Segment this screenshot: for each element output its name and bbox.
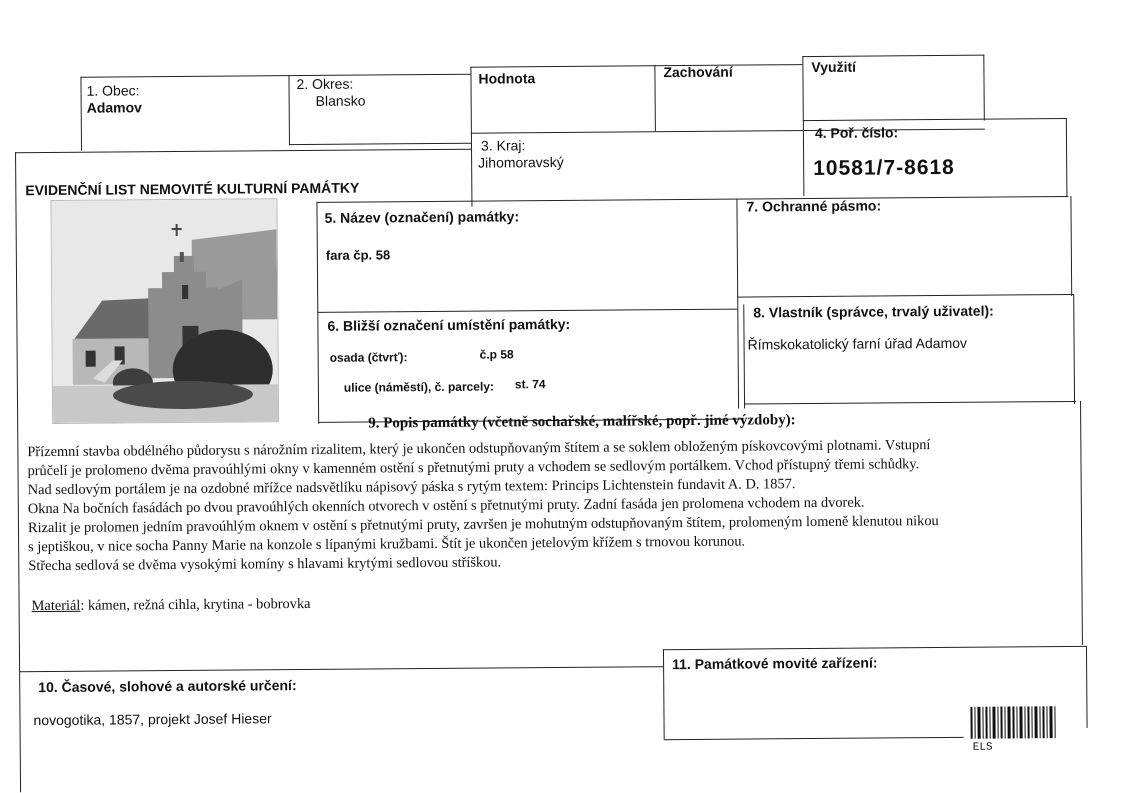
okres-value: Blansko — [315, 92, 366, 109]
material-value: : kámen, režná cihla, krytina - bobrovka — [80, 595, 311, 614]
popis-line: Střecha sedlová se dvěma vysokými komíny s hlavami krytými sedlovou stříškou. — [28, 554, 502, 575]
vyuziti-label: Využití — [811, 58, 857, 76]
vlastnik-label: 8. Vlastník (správce, trvalý uživatel): — [753, 302, 994, 321]
zachovani-label: Zachování — [663, 63, 733, 81]
material-label: Materiál — [31, 597, 81, 615]
ulice-value: st. 74 — [514, 377, 546, 392]
popis-line: Okna Na bočních fasádách po dvou pravoúhlých okenních otvorech v ostění s přetnutými pruty. Zadní fasáda jen prolomena vchodem na dvorek. — [27, 494, 865, 518]
osada-value: č.p 58 — [479, 347, 514, 362]
barcode — [968, 706, 1058, 743]
por-cislo-label: 4. Poř. číslo: — [814, 124, 899, 141]
popis-line: Nad sedlovým portálem je na ozdobné mřížce nadsvětlíku nápisový páska s rytým textem: Princips Lichtenstein fundavit A. D. 1857. — [27, 476, 796, 499]
obec-value: Adamov — [86, 99, 142, 116]
nazev-value: fara čp. 58 — [325, 247, 391, 263]
ochranne-pasmo-label: 7. Ochranné pásmo: — [746, 197, 882, 215]
ulice-label: ulice (náměstí), č. parcely: — [343, 379, 495, 395]
por-cislo-value: 10581/7-8618 — [813, 155, 955, 181]
zarizeni-label: 11. Památkové movité zařízení: — [672, 654, 878, 673]
umisteni-label: 6. Bližší označení umístění památky: — [327, 315, 571, 334]
popis-line: Přízemní stavba obdélného půdorysu s nárožním rizalitem, který je ukončen odstupňovaným štítem a se soklem obloženým pískovcovými plotnami. Vstupní — [27, 437, 931, 461]
casove-value: novogotika, 1857, projekt Josef Hieser — [33, 710, 272, 729]
popis-line: průčelí je prolomeno dvěma pravoúhlými okny v kamenném ostění s přetnutými pruty a vchodem se sedlovým portálkem. Vchod přístupný třemi schůdky. — [27, 456, 920, 480]
kraj-value: Jihomoravský — [478, 153, 564, 171]
barcode-text: ELS — [972, 741, 993, 754]
nazev-label: 5. Název (označení) památky: — [324, 208, 520, 226]
material-line — [32, 596, 311, 615]
kraj-label: 3. Kraj: — [480, 137, 526, 154]
vlastnik-value: Římskokatolický farní úřad Adamov — [747, 334, 968, 353]
osada-label: osada (čtvrť): — [329, 350, 408, 365]
popis-label: 9. Popis památky (včetně sochařské, malířské, popř. jiné výzdoby): — [368, 412, 796, 432]
casove-label: 10. Časové, slohové a autorské určení: — [38, 677, 297, 696]
popis-line: s jeptiškou, v nice socha Panny Marie na konzole s lípanými kružbami. Štít je ukončen jetelovým křížem s trnovou korunou. — [28, 533, 746, 556]
hodnota-label: Hodnota — [478, 70, 536, 87]
monument-photo — [50, 198, 279, 424]
popis-line: Rizalit je prolomen jedním pravoúhlým oknem v ostění s přetnutými pruty, završen je mohutným odstupňovaným štítem, prolomeným lomeně klenutou nikou — [27, 513, 939, 537]
okres-label: 2. Okres: — [296, 75, 354, 93]
obec-label: 1. Obec: — [86, 82, 140, 99]
document-title: EVIDENČNÍ LIST NEMOVITÉ KULTURNÍ PAMÁTKY — [25, 179, 360, 199]
